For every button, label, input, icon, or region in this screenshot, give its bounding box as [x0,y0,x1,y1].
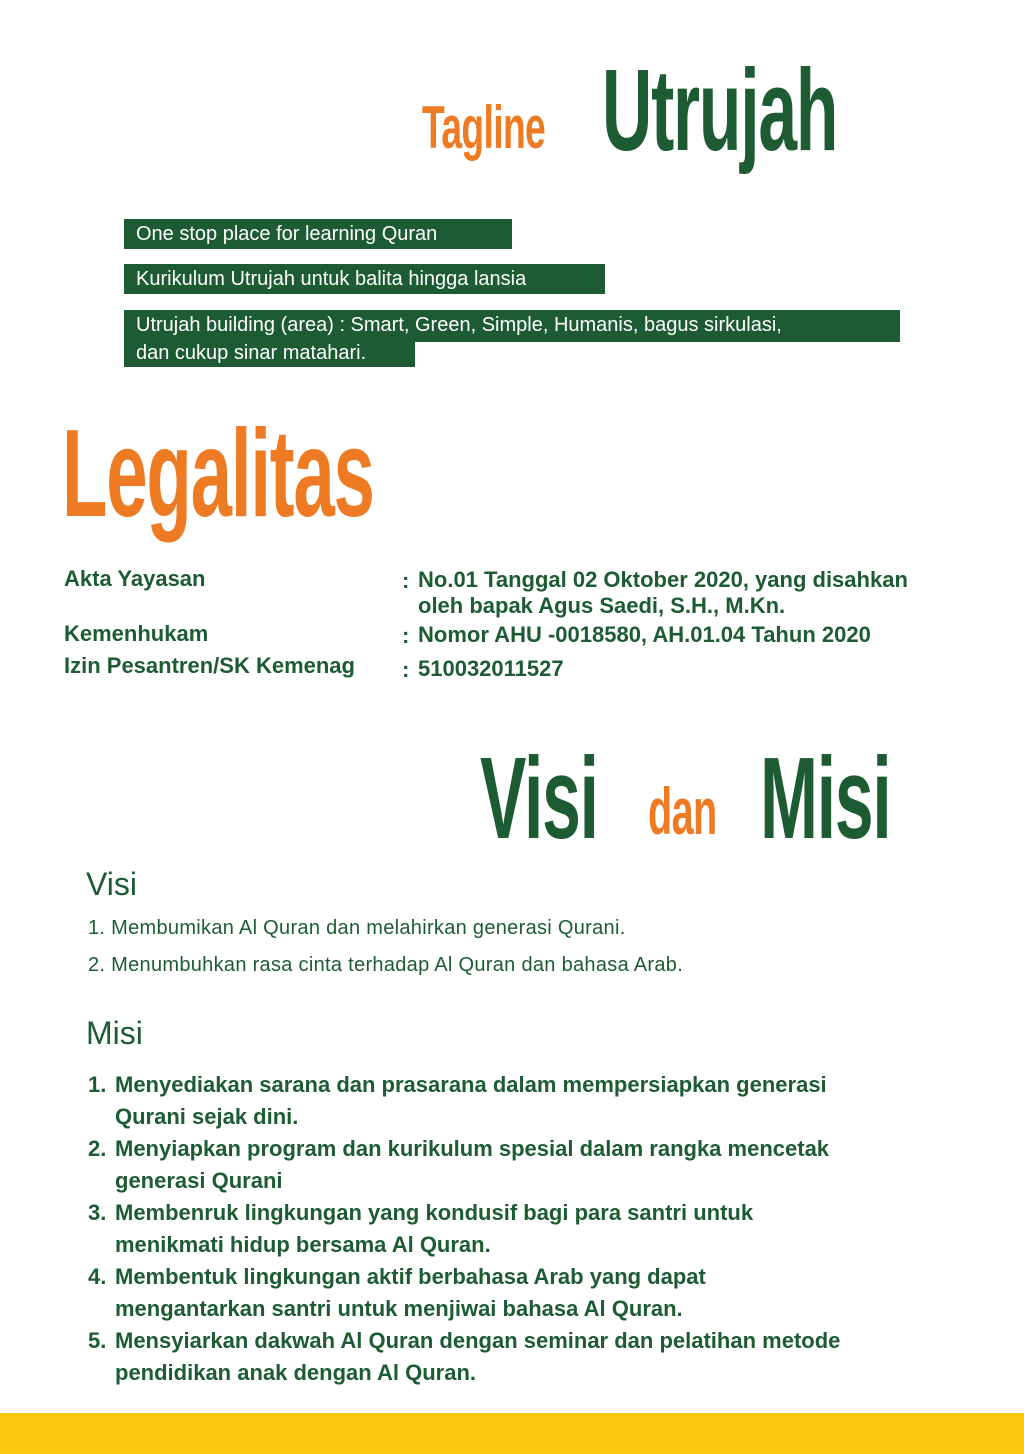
legal-value-akta-line2: oleh bapak Agus Saedi, S.H., M.Kn. [418,593,786,618]
misi-item-3 [88,1197,968,1261]
visi-misi-title [480,733,960,863]
tagline-title-word2: Utrujah [602,45,838,175]
legal-colon-kemenhukam: : [402,623,410,648]
tagline-item-2-text: Kurikulum Utrujah untuk balita hingga lansia [136,268,527,290]
legal-label-akta: Akta Yayasan [64,566,206,591]
misi-item-2-num: 2. [88,1136,107,1161]
misi-item-5-num: 5. [88,1328,107,1353]
tagline-title-word1: Tagline [422,94,546,161]
misi-item-5-line2: pendidikan anak dengan Al Quran. [115,1360,477,1385]
legalitas-title: Legalitas [62,405,374,543]
misi-item-3-line1: Membenruk lingkungan yang kondusif bagi para santri untuk [115,1200,754,1225]
misi-item-5 [88,1325,968,1389]
misi-item-4-line1: Membentuk lingkungan aktif berbahasa Arab yang dapat [115,1264,706,1289]
tagline-item-2 [124,264,605,294]
tagline-item-1 [124,219,512,249]
tagline-title [422,45,902,175]
visi-item-2: 2. Menumbuhkan rasa cinta terhadap Al Quran dan bahasa Arab. [88,954,684,976]
misi-item-4 [88,1261,968,1325]
legal-value-akta-line1: No.01 Tanggal 02 Oktober 2020, yang disahkan [418,567,908,592]
tagline-item-1-text: One stop place for learning Quran [136,223,438,245]
misi-item-1-line2: Qurani sejak dini. [115,1104,299,1129]
tagline-item-3-text-line1: Utrujah building (area) : Smart, Green, Simple, Humanis, bagus sirkulasi, [136,314,782,336]
misi-item-1-num: 1. [88,1072,107,1097]
tagline-item-3-line2 [124,338,415,367]
legal-value-izin: 510032011527 [418,656,564,681]
visi-heading: Visi [86,866,137,902]
misi-item-4-line2: mengantarkan santri untuk menjiwai bahasa Al Quran. [115,1296,683,1321]
legal-value-kemenhukam: Nomor AHU -0018580, AH.01.04 Tahun 2020 [418,622,871,647]
misi-item-3-line2: menikmati hidup bersama Al Quran. [115,1232,491,1257]
footer-bar [0,1413,1024,1454]
misi-item-1 [88,1069,968,1133]
visi-misi-title-word1: Visi [480,733,598,863]
legalitas-title-wrap [62,405,482,543]
misi-item-4-num: 4. [88,1264,107,1289]
visi-item-1: 1. Membumikan Al Quran dan melahirkan generasi Qurani. [88,917,626,939]
misi-heading: Misi [86,1015,143,1051]
legal-value-akta [418,567,998,619]
legal-colon-izin: : [402,657,410,682]
misi-item-5-line1: Mensyiarkan dakwah Al Quran dengan seminar dan pelatihan metode [115,1328,841,1353]
misi-item-1-line1: Menyediakan sarana dan prasarana dalam mempersiapkan generasi [115,1072,827,1097]
visi-misi-title-word3: Misi [760,733,891,863]
misi-item-2-line1: Menyiapkan program dan kurikulum spesial dalam rangka mencetak [115,1136,830,1161]
misi-item-3-num: 3. [88,1200,107,1225]
visi-misi-title-word2: dan [648,774,717,848]
legal-label-kemenhukam: Kemenhukam [64,621,209,646]
legal-label-izin: Izin Pesantren/SK Kemenag [64,653,355,678]
misi-item-2 [88,1133,968,1197]
misi-item-2-line2: generasi Qurani [115,1168,283,1193]
legal-colon-akta: : [402,568,410,593]
tagline-item-3-text-line2: dan cukup sinar matahari. [136,342,367,364]
